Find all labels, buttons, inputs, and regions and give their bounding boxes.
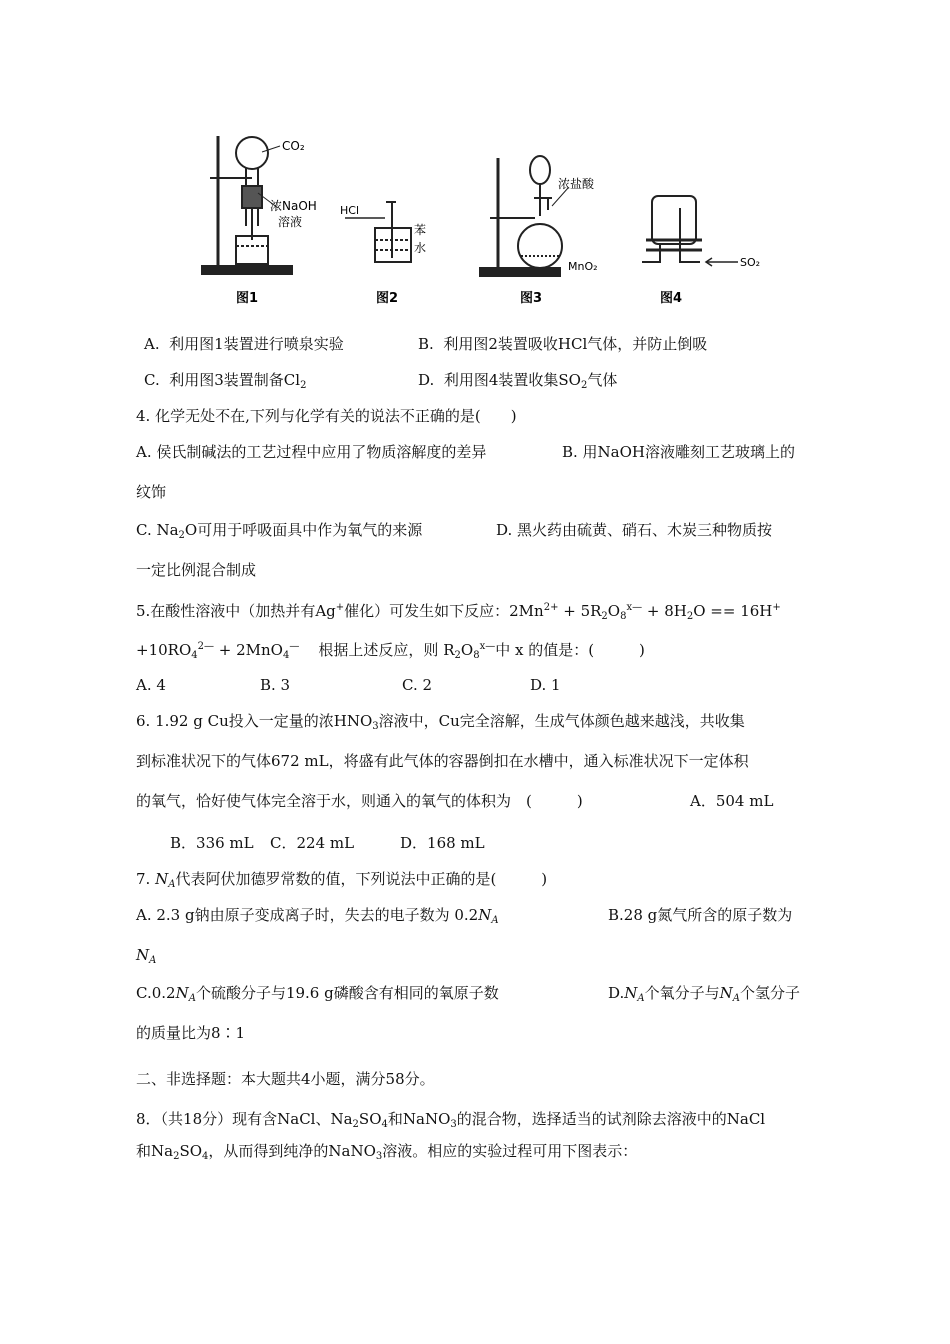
q6-option-d: D．168 mL (400, 834, 485, 852)
fig1-gas-label: CO₂ (282, 139, 305, 153)
q7-option-a: A. 2.3 g钠由原子变成离子时，失去的电子数为 $0.2N_A$ (136, 906, 499, 926)
q5-stem-line2: $+10RO_4^{2—} + 2MnO_4^—$ 根据上述反应，则 $R_2O_8^{x—}$中 x 的值是：( ) (136, 641, 645, 661)
q7-option-d: $D.N_A$个氧分子与$N_A$个氢分子 (608, 984, 801, 1004)
q8-stem-line2: 和$Na_2SO_4$，从而得到纯净的NaNO$_3$溶液。相应的实验过程可用下图表示： (136, 1142, 638, 1162)
q7-option-b-line2: $N_A$ (136, 946, 157, 966)
figure-3-apparatus (480, 156, 568, 276)
q6-stem-line2: 到标准状况下的气体672 mL，将盛有此气体的容器倒扣在水槽中，通入标准状况下一定体积 (136, 752, 749, 770)
section-2-heading: 二、非选择题：本大题共4小题，满分58分。 (136, 1070, 435, 1088)
fig2-layer2-label: 水 (414, 241, 427, 255)
q5-option-a: A. 4 (136, 676, 166, 694)
fig3-caption: 图3 (520, 291, 543, 306)
q4-option-b-line1: B. 用NaOH溶液雕刻工艺玻璃上的 (562, 443, 796, 461)
q6-stem-line1: 6. 1.92 g Cu投入一定量的浓$HNO_3$溶液中，Cu完全溶解，生成气体颜色越来越浅，共收集 (136, 712, 745, 732)
q6-option-b: B．336 mL (170, 834, 254, 852)
q7-option-d-line2: 的质量比为8∶1 (136, 1024, 246, 1042)
q7-stem: 7. $N_A$代表阿伏加德罗常数的值，下列说法中正确的是( ) (136, 870, 548, 890)
q3-option-b: B. 利用图2装置吸收HCl气体，并防止倒吸 (418, 335, 708, 353)
q4-option-d-line2: 一定比例混合制成 (136, 561, 257, 579)
fig2-gas-label: HCl (340, 204, 360, 217)
q3-option-d: D. 利用图4装置收集$SO_2$气体 (418, 371, 618, 391)
fig4-caption: 图4 (660, 291, 683, 306)
fig2-caption: 图2 (376, 291, 399, 306)
q5-option-c: C. 2 (402, 676, 433, 694)
q4-option-c: C. $Na_2O$可用于呼吸面具中作为氧气的来源 (136, 521, 423, 541)
q7-option-c: $C.0.2N_A$个硫酸分子与19.6 g磷酸含有相同的氧原子数 (136, 984, 499, 1004)
fig1-reagent-label-2: 溶液 (278, 215, 303, 229)
q6-option-a: A．504 mL (690, 792, 774, 810)
q7-option-b: B.28 g氮气所含的原子数为 (608, 906, 793, 924)
fig2-layer1-label: 苯 (414, 223, 427, 237)
q4-option-b-line2: 纹饰 (136, 483, 167, 501)
q3-option-a: A. 利用图1装置进行喷泉实验 (144, 335, 344, 353)
fig1-caption: 图1 (236, 291, 259, 306)
q4-option-a: A. 侯氏制碱法的工艺过程中应用了物质溶解度的差异 (136, 443, 487, 461)
fig4-gas-label: SO₂ (740, 256, 761, 269)
q5-option-d: D. 1 (530, 676, 561, 694)
q5-stem-line1: 5.在酸性溶液中（加热并有Ag+催化）可发生如下反应：$2Mn^{2+} + 5R_2O_8^{x—} + 8H_2O == 16H^+$ (136, 602, 781, 622)
q6-option-c: C．224 mL (270, 834, 355, 852)
q4-option-d-line1: D. 黑火药由硫黄、硝石、木炭三种物质按 (496, 521, 773, 539)
apparatus-drawing (190, 128, 770, 313)
fig1-reagent-label-1: 浓NaOH (270, 199, 317, 213)
q4-stem: 4. 化学无处不在,下列与化学有关的说法不正确的是( ) (136, 407, 517, 425)
fig3-solid-label: MnO₂ (568, 260, 598, 273)
figure-4-apparatus (642, 196, 738, 266)
q3-option-c: C. 利用图3装置制备$Cl_2$ (144, 371, 307, 391)
apparatus-figures (190, 128, 770, 313)
q6-stem-line3: 的氧气，恰好使气体完全溶于水，则通入的氧气的体积为 ( ) (136, 792, 583, 810)
q5-option-b: B. 3 (260, 676, 291, 694)
fig3-acid-label: 浓盐酸 (558, 177, 595, 191)
q8-stem-line1: 8．（共18分）现有含NaCl、$Na_2SO_4$和NaNO$_3$的混合物，选择适当的试剂除去溶液中的NaCl (136, 1110, 766, 1130)
